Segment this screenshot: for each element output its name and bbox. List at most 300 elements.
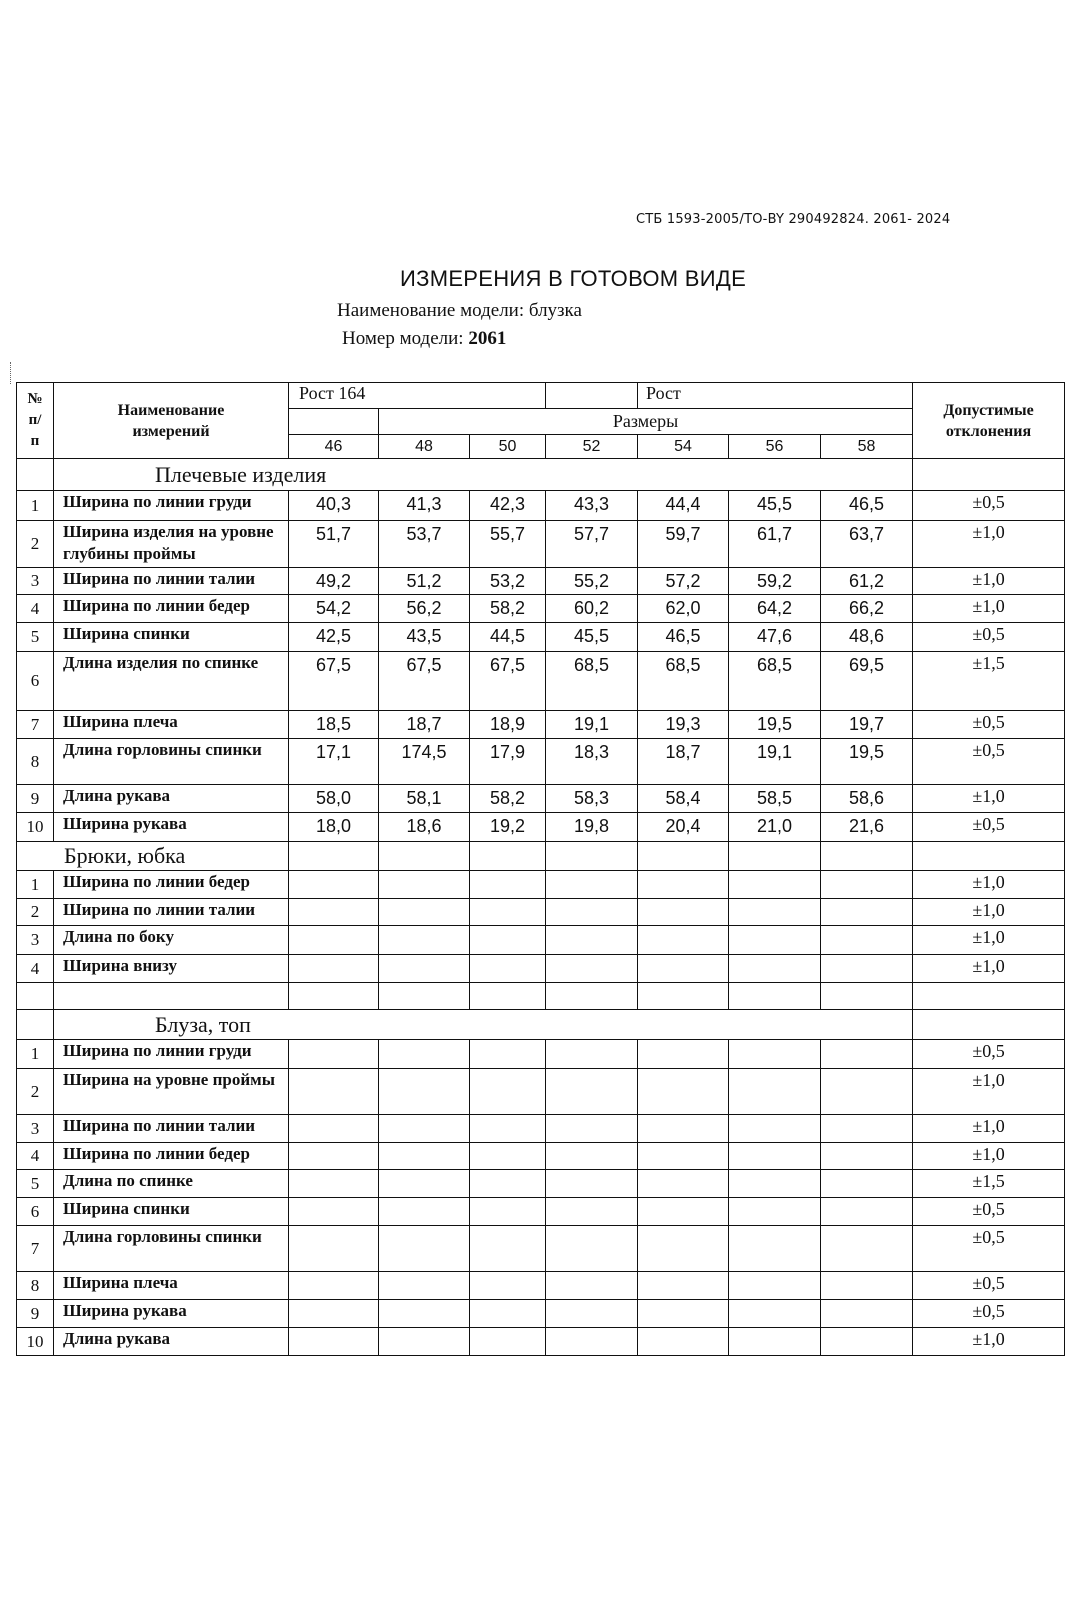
value-cell	[546, 1115, 638, 1143]
tolerance-cell: ±1,0	[913, 1143, 1065, 1170]
value-cell	[289, 1226, 379, 1272]
value-cell	[470, 955, 546, 983]
value-cell	[546, 1040, 638, 1069]
value-cell: 46,5	[821, 491, 913, 521]
value-cell	[821, 1226, 913, 1272]
value-cell	[470, 1143, 546, 1170]
row-number: 8	[17, 1272, 54, 1300]
measurement-name: Длина горловины спинки	[54, 739, 289, 785]
value-cell	[289, 955, 379, 983]
value-cell: 45,5	[546, 623, 638, 652]
value-cell: 53,2	[470, 568, 546, 595]
row-number: 6	[17, 1198, 54, 1226]
tolerance-cell: ±0,5	[913, 1040, 1065, 1069]
row-number: 8	[17, 739, 54, 785]
table-row	[17, 899, 1065, 926]
empty-cell	[17, 459, 54, 491]
value-cell	[546, 1328, 638, 1356]
spacer-cell	[54, 983, 289, 1010]
row-number: 4	[17, 955, 54, 983]
measurement-name: Ширина по линии талии	[54, 568, 289, 595]
tolerance-cell: ±1,0	[913, 899, 1065, 926]
value-cell	[638, 1198, 729, 1226]
value-cell: 58,1	[379, 785, 470, 813]
measurement-name: Ширина спинки	[54, 1198, 289, 1226]
empty-cell	[913, 842, 1065, 871]
value-cell: 58,2	[470, 595, 546, 623]
value-cell: 58,2	[470, 785, 546, 813]
row-number: 6	[17, 652, 54, 711]
tolerance-cell: ±0,5	[913, 1300, 1065, 1328]
measurement-name: Ширина плеча	[54, 1272, 289, 1300]
value-cell: 59,7	[638, 521, 729, 568]
size-header-58: 58	[821, 435, 913, 459]
value-cell	[638, 871, 729, 899]
table-row	[17, 1143, 1065, 1170]
value-cell	[729, 955, 821, 983]
row-number: 2	[17, 1069, 54, 1115]
value-cell	[470, 1069, 546, 1115]
empty-cell	[289, 842, 379, 871]
value-cell	[821, 955, 913, 983]
value-cell	[638, 1115, 729, 1143]
value-cell: 40,3	[289, 491, 379, 521]
value-cell: 68,5	[546, 652, 638, 711]
value-cell	[470, 1272, 546, 1300]
value-cell: 58,3	[546, 785, 638, 813]
header-height-164: Рост 164	[289, 383, 546, 409]
table-row	[17, 785, 1065, 813]
value-cell: 19,1	[546, 711, 638, 739]
section-title: Блуза, топ	[54, 1010, 913, 1040]
value-cell: 49,2	[289, 568, 379, 595]
value-cell: 58,0	[289, 785, 379, 813]
value-cell: 51,7	[289, 521, 379, 568]
row-number: 3	[17, 926, 54, 955]
value-cell: 41,3	[379, 491, 470, 521]
value-cell	[379, 1226, 470, 1272]
row-number: 9	[17, 1300, 54, 1328]
value-cell: 67,5	[379, 652, 470, 711]
empty-cell	[913, 459, 1065, 491]
value-cell	[470, 1170, 546, 1198]
section-title: Брюки, юбка	[17, 842, 289, 871]
measurement-name: Ширина по линии бедер	[54, 1143, 289, 1170]
value-cell: 18,9	[470, 711, 546, 739]
value-cell: 61,2	[821, 568, 913, 595]
value-cell: 44,5	[470, 623, 546, 652]
table-row	[17, 926, 1065, 955]
section-row	[17, 459, 1065, 491]
value-cell	[379, 1272, 470, 1300]
value-cell: 68,5	[638, 652, 729, 711]
row-number: 2	[17, 521, 54, 568]
value-cell	[289, 1143, 379, 1170]
measurement-name: Ширина рукава	[54, 1300, 289, 1328]
header-name: Наименование измерений	[54, 383, 289, 459]
table-row	[17, 739, 1065, 785]
tolerance-cell: ±1,5	[913, 1170, 1065, 1198]
measurement-name: Ширина на уровне проймы	[54, 1069, 289, 1115]
tolerance-cell: ±1,0	[913, 785, 1065, 813]
value-cell	[546, 1198, 638, 1226]
spacer-row	[17, 983, 1065, 1010]
value-cell: 19,7	[821, 711, 913, 739]
value-cell	[546, 1272, 638, 1300]
tolerance-cell: ±0,5	[913, 1272, 1065, 1300]
spacer-cell	[379, 983, 470, 1010]
size-header-56: 56	[729, 435, 821, 459]
table-row	[17, 871, 1065, 899]
value-cell	[638, 1170, 729, 1198]
value-cell: 47,6	[729, 623, 821, 652]
value-cell: 54,2	[289, 595, 379, 623]
value-cell	[729, 1300, 821, 1328]
value-cell	[379, 1170, 470, 1198]
table-row	[17, 595, 1065, 623]
value-cell	[546, 899, 638, 926]
row-number: 10	[17, 1328, 54, 1356]
value-cell: 18,5	[289, 711, 379, 739]
table-row	[17, 568, 1065, 595]
value-cell	[289, 1300, 379, 1328]
tolerance-cell: ±0,5	[913, 491, 1065, 521]
row-number: 7	[17, 1226, 54, 1272]
value-cell	[379, 899, 470, 926]
model-number-value: 2061	[468, 328, 507, 349]
table-row	[17, 652, 1065, 711]
value-cell	[470, 1040, 546, 1069]
measurement-name: Длина изделия по спинке	[54, 652, 289, 711]
tolerance-cell: ±0,5	[913, 739, 1065, 785]
value-cell	[470, 1198, 546, 1226]
value-cell: 58,4	[638, 785, 729, 813]
value-cell	[289, 1272, 379, 1300]
value-cell: 57,2	[638, 568, 729, 595]
value-cell: 66,2	[821, 595, 913, 623]
value-cell: 21,6	[821, 813, 913, 842]
value-cell: 19,1	[729, 739, 821, 785]
table-row	[17, 1115, 1065, 1143]
table-row	[17, 1170, 1065, 1198]
value-cell: 19,2	[470, 813, 546, 842]
header-height-blank	[546, 383, 638, 409]
value-cell	[821, 1272, 913, 1300]
value-cell	[379, 1300, 470, 1328]
value-cell	[821, 1143, 913, 1170]
tolerance-cell: ±1,0	[913, 1069, 1065, 1115]
row-number: 1	[17, 491, 54, 521]
value-cell	[729, 871, 821, 899]
value-cell	[546, 1069, 638, 1115]
value-cell: 64,2	[729, 595, 821, 623]
model-name: Наименование модели: блузка	[337, 300, 582, 321]
value-cell	[379, 955, 470, 983]
value-cell	[729, 1198, 821, 1226]
value-cell	[379, 1198, 470, 1226]
value-cell: 55,7	[470, 521, 546, 568]
value-cell	[638, 1328, 729, 1356]
spacer-cell	[913, 983, 1065, 1010]
value-cell: 62,0	[638, 595, 729, 623]
value-cell	[470, 899, 546, 926]
value-cell	[470, 926, 546, 955]
value-cell	[289, 899, 379, 926]
empty-cell	[638, 842, 729, 871]
tolerance-cell: ±1,5	[913, 652, 1065, 711]
section-row	[17, 1010, 1065, 1040]
section-title: Плечевые изделия	[54, 459, 913, 491]
value-cell	[821, 1069, 913, 1115]
size-header-54: 54	[638, 435, 729, 459]
value-cell: 44,4	[638, 491, 729, 521]
model-number	[342, 328, 506, 350]
value-cell: 58,6	[821, 785, 913, 813]
measurement-name: Ширина плеча	[54, 711, 289, 739]
row-number: 1	[17, 1040, 54, 1069]
tolerance-cell: ±0,5	[913, 711, 1065, 739]
header-tolerance: Допустимые отклонения	[913, 383, 1065, 459]
value-cell: 58,5	[729, 785, 821, 813]
table-row	[17, 1069, 1065, 1115]
tolerance-cell: ±1,0	[913, 568, 1065, 595]
spacer-cell	[638, 983, 729, 1010]
tolerance-cell: ±0,5	[913, 1226, 1065, 1272]
spacer-cell	[546, 983, 638, 1010]
value-cell	[729, 1170, 821, 1198]
value-cell: 51,2	[379, 568, 470, 595]
margin-mark	[10, 362, 13, 384]
table-row	[17, 1226, 1065, 1272]
value-cell	[379, 1069, 470, 1115]
header-sizes-label: Размеры	[379, 409, 913, 435]
value-cell	[638, 899, 729, 926]
standard-code: СТБ 1593-2005/ТО-BY 290492824. 2061- 2024	[636, 212, 951, 227]
value-cell: 18,7	[638, 739, 729, 785]
model-number-label: Номер модели:	[342, 328, 469, 349]
value-cell	[289, 871, 379, 899]
table-row	[17, 711, 1065, 739]
header-height-2: Рост	[638, 383, 913, 409]
tolerance-cell: ±0,5	[913, 1198, 1065, 1226]
row-number: 7	[17, 711, 54, 739]
tolerance-cell: ±1,0	[913, 521, 1065, 568]
row-number: 4	[17, 595, 54, 623]
table-row	[17, 1198, 1065, 1226]
empty-cell	[17, 1010, 54, 1040]
spacer-cell	[470, 983, 546, 1010]
value-cell: 45,5	[729, 491, 821, 521]
measurement-name: Длина горловины спинки	[54, 1226, 289, 1272]
value-cell	[821, 1198, 913, 1226]
measurement-name: Ширина по линии груди	[54, 491, 289, 521]
value-cell	[546, 955, 638, 983]
document-title: ИЗМЕРЕНИЯ В ГОТОВОМ ВИДЕ	[400, 266, 747, 291]
value-cell: 19,3	[638, 711, 729, 739]
value-cell	[289, 1040, 379, 1069]
value-cell: 67,5	[470, 652, 546, 711]
tolerance-cell: ±1,0	[913, 871, 1065, 899]
header-num: № п/ п	[17, 383, 54, 459]
value-cell: 67,5	[289, 652, 379, 711]
value-cell: 17,1	[289, 739, 379, 785]
value-cell	[729, 926, 821, 955]
value-cell: 69,5	[821, 652, 913, 711]
measurement-name: Ширина по линии талии	[54, 899, 289, 926]
value-cell	[546, 926, 638, 955]
tolerance-cell: ±0,5	[913, 813, 1065, 842]
value-cell	[470, 1328, 546, 1356]
tolerance-cell: ±0,5	[913, 623, 1065, 652]
value-cell	[638, 1143, 729, 1170]
empty-cell	[913, 1010, 1065, 1040]
value-cell	[289, 1115, 379, 1143]
value-cell	[289, 926, 379, 955]
row-number: 9	[17, 785, 54, 813]
table-row	[17, 1300, 1065, 1328]
value-cell	[638, 1272, 729, 1300]
value-cell: 55,2	[546, 568, 638, 595]
value-cell	[289, 1328, 379, 1356]
tolerance-cell: ±1,0	[913, 1328, 1065, 1356]
size-header-52: 52	[546, 435, 638, 459]
value-cell: 53,7	[379, 521, 470, 568]
value-cell	[729, 1069, 821, 1115]
value-cell: 57,7	[546, 521, 638, 568]
spacer-cell	[729, 983, 821, 1010]
value-cell: 60,2	[546, 595, 638, 623]
tolerance-cell: ±1,0	[913, 1115, 1065, 1143]
value-cell	[546, 871, 638, 899]
row-number: 5	[17, 1170, 54, 1198]
empty-cell	[821, 842, 913, 871]
empty-cell	[470, 842, 546, 871]
value-cell	[379, 1115, 470, 1143]
section-row	[17, 842, 1065, 871]
value-cell	[470, 1115, 546, 1143]
value-cell	[821, 871, 913, 899]
value-cell: 18,0	[289, 813, 379, 842]
empty-cell	[729, 842, 821, 871]
measurement-name: Ширина спинки	[54, 623, 289, 652]
value-cell	[289, 1170, 379, 1198]
value-cell	[729, 1040, 821, 1069]
value-cell: 18,6	[379, 813, 470, 842]
table-row	[17, 955, 1065, 983]
row-number: 5	[17, 623, 54, 652]
empty-cell	[546, 842, 638, 871]
table-row	[17, 1272, 1065, 1300]
measurement-name: Ширина по линии груди	[54, 1040, 289, 1069]
value-cell	[638, 1040, 729, 1069]
value-cell	[821, 926, 913, 955]
value-cell: 19,5	[821, 739, 913, 785]
measurement-name: Ширина по линии бедер	[54, 871, 289, 899]
value-cell	[821, 1040, 913, 1069]
value-cell: 48,6	[821, 623, 913, 652]
value-cell: 68,5	[729, 652, 821, 711]
table-row	[17, 623, 1065, 652]
value-cell	[638, 1226, 729, 1272]
value-cell: 59,2	[729, 568, 821, 595]
value-cell	[821, 1328, 913, 1356]
size-header-46: 46	[289, 435, 379, 459]
row-number: 10	[17, 813, 54, 842]
value-cell: 43,3	[546, 491, 638, 521]
tolerance-cell: ±1,0	[913, 955, 1065, 983]
value-cell	[729, 1226, 821, 1272]
measurements-table	[16, 382, 1065, 1356]
table-row	[17, 521, 1065, 568]
measurement-name: Ширина рукава	[54, 813, 289, 842]
value-cell: 174,5	[379, 739, 470, 785]
measurement-name: Ширина изделия на уровне глубины проймы	[54, 521, 289, 568]
value-cell	[379, 1143, 470, 1170]
measurement-name: Длина рукава	[54, 785, 289, 813]
spacer-cell	[289, 983, 379, 1010]
value-cell	[546, 1143, 638, 1170]
value-cell	[289, 1069, 379, 1115]
value-cell: 19,5	[729, 711, 821, 739]
value-cell: 21,0	[729, 813, 821, 842]
measurement-name: Ширина по линии талии	[54, 1115, 289, 1143]
row-number: 4	[17, 1143, 54, 1170]
table-row	[17, 1040, 1065, 1069]
value-cell: 18,3	[546, 739, 638, 785]
value-cell	[821, 1170, 913, 1198]
value-cell: 42,5	[289, 623, 379, 652]
value-cell	[638, 955, 729, 983]
value-cell	[638, 926, 729, 955]
value-cell: 20,4	[638, 813, 729, 842]
measurement-name: Длина рукава	[54, 1328, 289, 1356]
value-cell: 19,8	[546, 813, 638, 842]
value-cell	[729, 1115, 821, 1143]
spacer-cell	[821, 983, 913, 1010]
value-cell: 46,5	[638, 623, 729, 652]
value-cell: 56,2	[379, 595, 470, 623]
value-cell	[470, 1226, 546, 1272]
value-cell: 18,7	[379, 711, 470, 739]
size-header-50: 50	[470, 435, 546, 459]
size-header-48: 48	[379, 435, 470, 459]
value-cell	[546, 1226, 638, 1272]
table-row	[17, 491, 1065, 521]
value-cell	[821, 1300, 913, 1328]
measurement-name: Длина по боку	[54, 926, 289, 955]
value-cell	[470, 1300, 546, 1328]
row-number: 3	[17, 1115, 54, 1143]
value-cell	[470, 871, 546, 899]
table-row	[17, 813, 1065, 842]
value-cell	[638, 1069, 729, 1115]
row-number: 1	[17, 871, 54, 899]
value-cell: 17,9	[470, 739, 546, 785]
measurement-name: Ширина по линии бедер	[54, 595, 289, 623]
tolerance-cell: ±1,0	[913, 595, 1065, 623]
value-cell	[379, 1040, 470, 1069]
value-cell	[289, 1198, 379, 1226]
value-cell	[379, 871, 470, 899]
value-cell: 63,7	[821, 521, 913, 568]
spacer-cell	[17, 983, 54, 1010]
value-cell	[638, 1300, 729, 1328]
value-cell: 61,7	[729, 521, 821, 568]
value-cell	[821, 899, 913, 926]
measurement-name: Ширина внизу	[54, 955, 289, 983]
tolerance-cell: ±1,0	[913, 926, 1065, 955]
value-cell: 43,5	[379, 623, 470, 652]
